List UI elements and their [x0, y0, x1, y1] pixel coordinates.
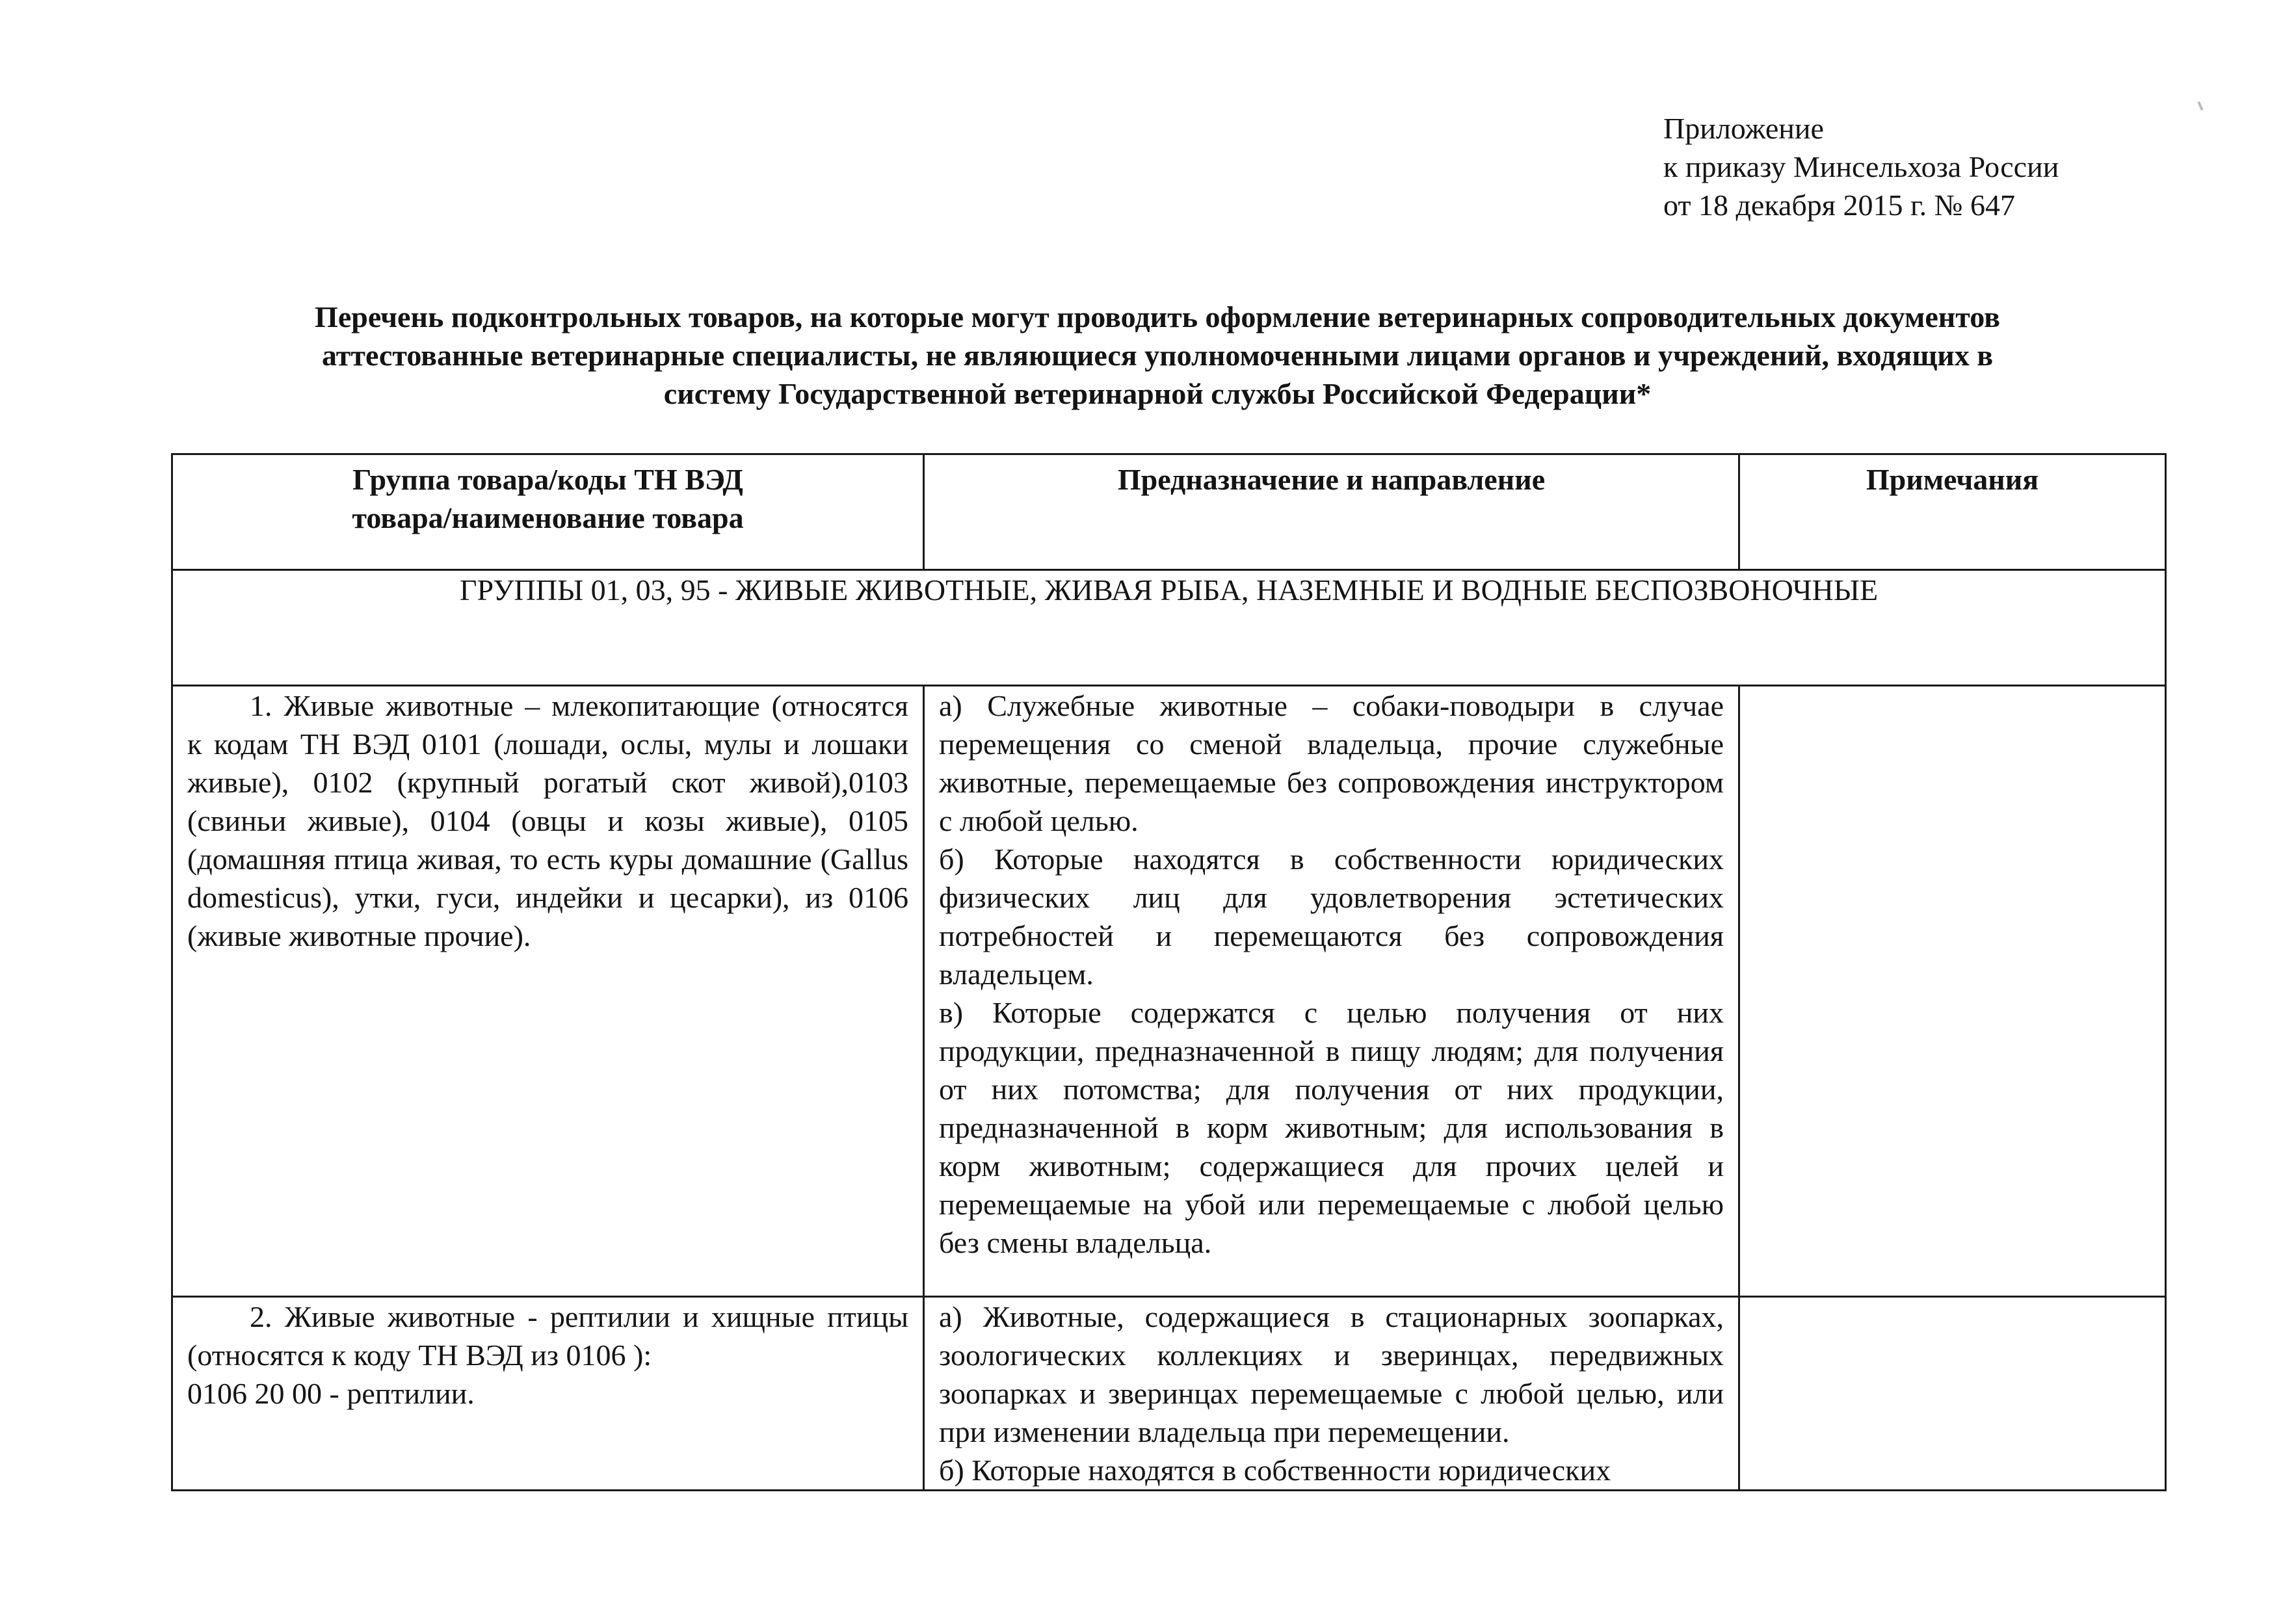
header-purpose: Предназначение и направление	[924, 454, 1739, 570]
table-header-row	[172, 454, 2166, 570]
row-1-purpose-a: а) Служебные животные – собаки-поводыри в случае перемещения со сменой владельца, прочие служебные животные, перемещаемые без сопровождения инструктором с любой целью.	[939, 689, 1724, 837]
row-2-notes	[1739, 1297, 2166, 1491]
appendix-block	[1663, 109, 2059, 224]
group-heading-row	[172, 570, 2166, 686]
row-2-goods-line-2: 0106 20 00 - рептилии.	[187, 1377, 475, 1410]
row-1-goods	[172, 686, 924, 1297]
goods-table	[171, 453, 2167, 1491]
header-goods-line-2: товара/наименование товара	[352, 501, 744, 534]
scan-mark	[2197, 101, 2204, 111]
row-1-purpose-c: в) Которые содержатся с целью получения от них продукции, предназначенной в пищу людям; для получения от них потомства; для получения от них продукции, предназначенной в корм животным; для использования в корм животным; содержащиеся для прочих целей и перемещаемые на убой или перемещаемые с любой целью без смены владельца.	[939, 996, 1724, 1259]
row-1-notes	[1739, 686, 2166, 1297]
document-title	[163, 298, 2152, 413]
title-line-3: систему Государственной ветеринарной службы Российской Федерации*	[663, 377, 1652, 410]
row-1-purpose-b: б) Которые находятся в собственности юридических физических лиц для удовлетворения эстетических потребностей и перемещаются без сопровождения владельцем.	[939, 843, 1724, 991]
row-2-purpose	[924, 1297, 1739, 1491]
header-goods	[172, 454, 924, 570]
table-row	[172, 1297, 2166, 1491]
title-line-1: Перечень подконтрольных товаров, на которые могут проводить оформление ветеринарных сопроводительных документов	[315, 300, 2000, 333]
group-heading: ГРУППЫ 01, 03, 95 - ЖИВЫЕ ЖИВОТНЫЕ, ЖИВАЯ РЫБА, НАЗЕМНЫЕ И ВОДНЫЕ БЕСПОЗВОНОЧНЫЕ	[172, 570, 2166, 686]
appendix-line-2: к приказу Минсельхоза России	[1663, 150, 2059, 183]
row-2-goods-line-1: 2. Живые животные - рептилии и хищные птицы (относятся к коду ТН ВЭД из 0106 ):	[187, 1300, 908, 1372]
row-2-goods	[172, 1297, 924, 1491]
title-line-2: аттестованные ветеринарные специалисты, не являющиеся уполномоченными лицами органов и учреждений, входящих в	[321, 339, 1994, 372]
appendix-line-3: от 18 декабря 2015 г. № 647	[1663, 189, 2016, 222]
row-1-goods-text: 1. Живые животные – млекопитающие (относятся к кодам ТН ВЭД 0101 (лошади, ослы, мулы и лошаки живые), 0102 (крупный рогатый скот живой),0103 (свиньи живые), 0104 (овцы и козы живые), 0105 (домашняя птица живая, то есть куры домашние (Gallus domesticus), утки, гуси, индейки и цесарки), из 0106 (живые животные прочие).	[187, 689, 908, 952]
header-goods-line-1: Группа товара/коды ТН ВЭД	[352, 463, 743, 496]
row-2-purpose-b: б) Которые находятся в собственности юридических	[939, 1454, 1611, 1487]
appendix-line-1: Приложение	[1663, 112, 1824, 145]
header-notes: Примечания	[1739, 454, 2166, 570]
row-2-purpose-a: а) Животные, содержащиеся в стационарных зоопарках, зоологических коллекциях и зверинцах, передвижных зоопарках и зверинцах перемещаемые с любой целью, или при изменении владельца при перемещении.	[939, 1300, 1724, 1448]
table-row	[172, 686, 2166, 1297]
row-1-purpose	[924, 686, 1739, 1297]
